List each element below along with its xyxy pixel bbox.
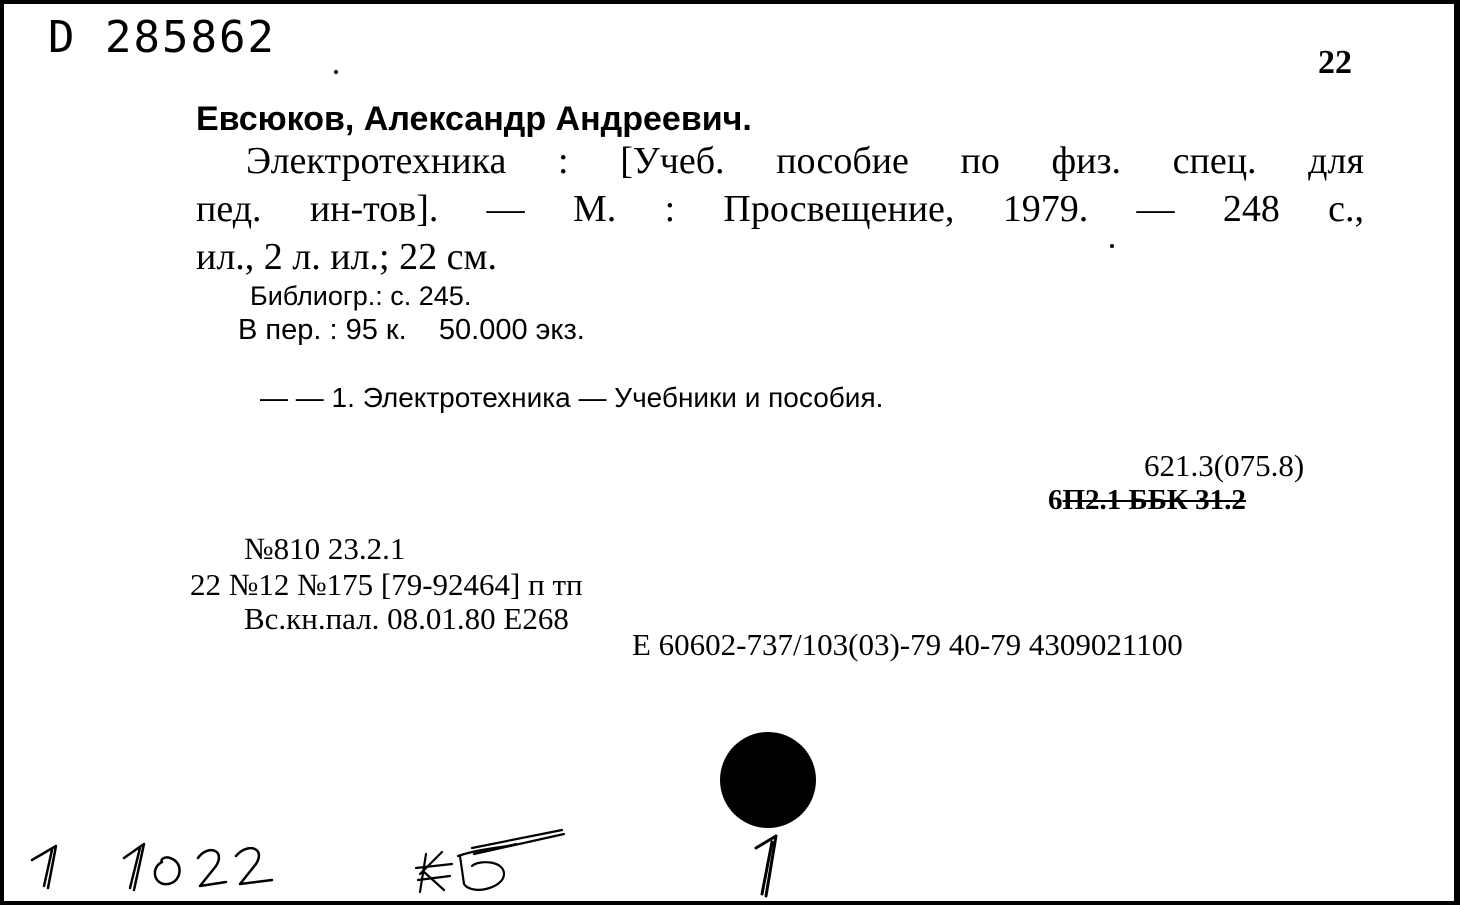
title-word: 248 (1222, 188, 1280, 230)
handwritten-note-kb (412, 826, 572, 898)
title-word: физ. (1051, 140, 1121, 182)
title-word: : (557, 140, 569, 182)
author-heading: Евсюков, Александр Андреевич. (196, 100, 752, 138)
bbk-prefix: 6 (1048, 484, 1063, 516)
title-word: Электротехника (246, 140, 507, 182)
title-word: 1979. (1002, 188, 1089, 230)
bbk-struck-text: П2.1 ББК 31.2 (1062, 484, 1246, 516)
ink-speck (334, 70, 338, 74)
udc-index: 621.3(075.8) (1144, 448, 1305, 483)
title-word: — (1136, 188, 1175, 230)
title-word: — (486, 188, 525, 230)
accession-number: D 285862 (48, 12, 276, 63)
bbk-index (1048, 484, 1246, 517)
bibliography-note: Библиогр.: с. 245. (250, 281, 472, 311)
price-and-print-run: В пер. : 95 к. 50.000 экз. (238, 314, 585, 346)
title-word: по (960, 140, 1000, 182)
title-word: [Учеб. (620, 140, 725, 182)
handwritten-note-1022 (22, 832, 282, 902)
title-word: для (1308, 140, 1364, 182)
title-line-2 (196, 187, 1364, 231)
registry-line-1: №810 23.2.1 (244, 531, 406, 566)
title-word: с., (1328, 188, 1364, 230)
title-word: М. (572, 188, 617, 230)
title-line-3: ил., 2 л. ил.; 22 см. (196, 236, 498, 278)
registry-line-2: 22 №12 №175 [79-92464] п тп (190, 567, 583, 602)
punch-hole (720, 732, 816, 828)
ink-speck (1110, 244, 1114, 248)
title-word: пособие (776, 140, 909, 182)
subject-heading: — — 1. Электротехника — Учебники и пособия. (260, 382, 884, 413)
registry-line-4: Е 60602-737/103(03)-79 40-79 4309021100 (632, 627, 1183, 662)
handwritten-note-1 (742, 830, 792, 902)
page-number: 22 (1318, 44, 1352, 81)
title-word: пед. (196, 188, 262, 230)
title-word: Просвещение, (723, 188, 955, 230)
title-line-1 (246, 139, 1364, 183)
title-word: : (664, 188, 676, 230)
title-word: спец. (1172, 140, 1257, 182)
title-word: ин-тов]. (309, 188, 439, 230)
registry-line-3: Вс.кн.пал. 08.01.80 Е268 (244, 601, 569, 636)
